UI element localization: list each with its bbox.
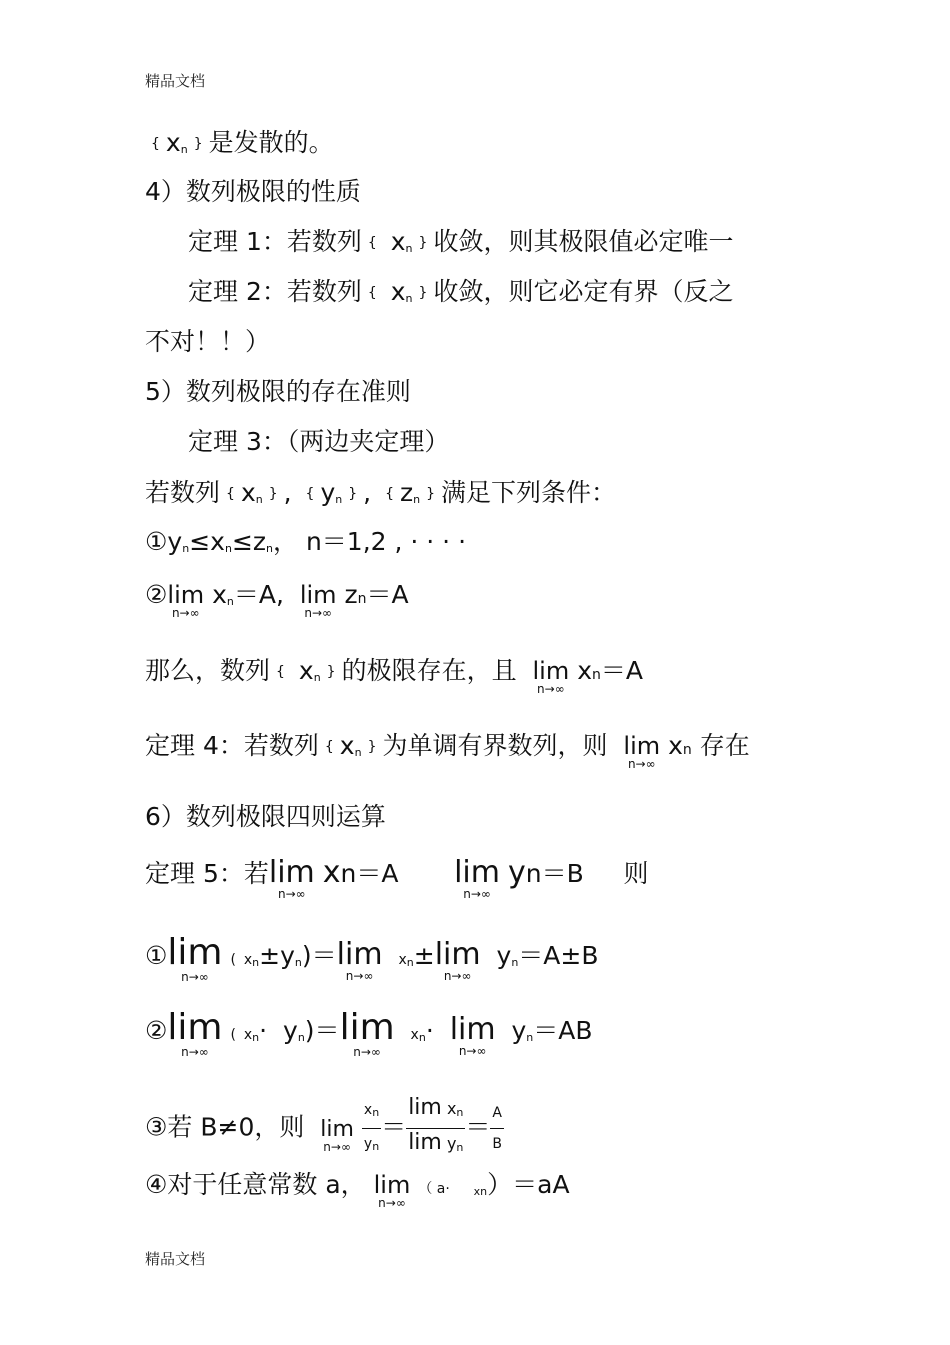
lim-subscript: n→∞ <box>181 970 209 984</box>
theorem-1 <box>188 227 733 264</box>
theorem-4-pre: 定理 4：若数列 <box>145 731 319 760</box>
lim-word: lim <box>434 937 481 972</box>
var-z: z <box>344 580 358 609</box>
var-y: y <box>507 855 526 890</box>
var-x: x <box>212 580 227 609</box>
rule-3 <box>145 1094 504 1163</box>
var-y: y <box>496 941 512 970</box>
lim-subscript: n→∞ <box>323 1139 351 1154</box>
var-x: x <box>210 527 225 556</box>
eq-sign: ＝ <box>381 1112 407 1142</box>
lim-word: lim <box>339 1007 395 1048</box>
sub-n: n <box>266 542 273 555</box>
lim-word: lim <box>532 657 570 685</box>
rule-4 <box>145 1170 570 1210</box>
theorem-1-post: 收敛，则其极限值必定唯一 <box>433 227 734 256</box>
circle-2: ② <box>145 580 168 609</box>
condition-1 <box>145 527 466 564</box>
lim-word: lim <box>167 1007 223 1048</box>
heading-6: 6）数列极限四则运算 <box>145 802 386 831</box>
pm-sign: ± <box>413 941 435 970</box>
sub-n: n <box>372 1140 380 1153</box>
var-x: x <box>165 128 181 157</box>
rule-4-pre: ④对于任意常数 a， <box>145 1170 366 1199</box>
var-x: x <box>473 1185 481 1198</box>
lim-operator <box>454 855 500 901</box>
lim-operator <box>449 1012 496 1058</box>
sub-n: n <box>413 493 421 506</box>
sub-n: n <box>252 1031 260 1044</box>
theorem-5-pre: 定理 5：若 <box>145 859 269 888</box>
le-sign: ≤ <box>231 527 253 556</box>
var-z: z <box>252 527 267 556</box>
lim-subscript: n→∞ <box>345 969 374 983</box>
rule-2 <box>145 1007 593 1059</box>
var-x: x <box>339 731 355 760</box>
var-y: y <box>280 941 295 970</box>
fraction-denominator: B <box>492 1136 503 1152</box>
var-x: x <box>390 277 406 306</box>
lim-operator <box>532 657 570 696</box>
var-x: x <box>390 227 406 256</box>
lim-operator <box>167 581 205 620</box>
then-pre: 那么，数列 <box>145 656 271 685</box>
var-x: x <box>363 1102 373 1118</box>
lim-subscript: n→∞ <box>171 606 200 620</box>
var-x: x <box>240 478 256 507</box>
fraction-xn-yn <box>362 1095 381 1162</box>
paren-close-eq: )＝ <box>301 941 337 970</box>
sub-n: n <box>294 956 302 969</box>
brace-close: } <box>193 136 203 152</box>
sub-n: n <box>252 956 260 969</box>
sub-n: n <box>313 671 321 684</box>
theorem-2-cont: 不对！！） <box>145 327 271 356</box>
lim-subscript: n→∞ <box>304 606 333 620</box>
eq-sign: ＝ <box>465 1112 491 1142</box>
lim-word: lim <box>167 932 223 973</box>
sub-n: n <box>480 1185 488 1198</box>
var-y: y <box>446 1134 457 1153</box>
brace-open: { <box>367 235 377 251</box>
var-x: x <box>446 1099 457 1118</box>
brace-open: { <box>305 486 315 502</box>
lim-operator <box>339 1007 395 1059</box>
lim-operator <box>167 932 223 984</box>
sub-n: n <box>335 493 343 506</box>
sub-n: n <box>297 1031 305 1044</box>
brace-open: { <box>226 486 235 502</box>
cond-post: 满足下列条件： <box>441 478 617 507</box>
lim-operator <box>408 1097 442 1119</box>
theorem-2-pre: 定理 2：若数列 <box>188 277 362 306</box>
rule-1-result: ＝A±B <box>518 941 599 970</box>
eq-B: ＝B <box>541 859 584 888</box>
lim-word: lim <box>449 1012 496 1047</box>
eq-A: ＝A <box>366 580 409 609</box>
lim-operator <box>299 581 337 620</box>
rule-1 <box>145 932 599 984</box>
brace-close: } <box>268 486 278 502</box>
lim-subscript: n→∞ <box>353 1045 381 1059</box>
sub-n: n <box>456 1106 464 1119</box>
theorem-1-pre: 定理 1：若数列 <box>188 227 362 256</box>
sub-n: n <box>406 956 414 969</box>
sub-n: n <box>418 1031 426 1044</box>
brace-open: { <box>385 486 394 502</box>
lim-word: lim <box>454 855 500 890</box>
sub-n: n <box>511 956 519 969</box>
sub-n: n <box>226 595 234 608</box>
theorem-3: 定理 3：（两边夹定理） <box>188 427 450 456</box>
page-footer: 精品文档 <box>145 1250 206 1268</box>
var-x: x <box>243 952 253 968</box>
sub-n: n <box>682 742 692 758</box>
sub-n: n <box>405 292 413 305</box>
var-y: y <box>363 1136 373 1152</box>
fraction-denominator <box>406 1129 465 1163</box>
then-mid: 的极限存在，且 <box>341 656 517 685</box>
lim-operator <box>623 732 661 771</box>
lim-word: lim <box>623 732 661 760</box>
var-x: x <box>398 952 407 968</box>
var-x: x <box>298 656 314 685</box>
rule-3-pre: ③若 B≠0，则 <box>145 1112 305 1142</box>
sub-n: n <box>255 493 263 506</box>
cond-pre: 若数列 <box>145 478 221 507</box>
lim-subscript: n→∞ <box>443 969 472 983</box>
dot-sign: · <box>425 1016 434 1045</box>
line-divergent <box>145 128 334 165</box>
brace-close: } <box>426 486 436 502</box>
lim-operator <box>434 937 481 983</box>
sub-n: n <box>340 859 357 888</box>
lim-subscript: n→∞ <box>627 757 656 771</box>
lim-subscript: n→∞ <box>458 1044 487 1058</box>
sub-n: n <box>357 591 367 607</box>
sub-n: n <box>354 746 362 759</box>
condition-2 <box>145 580 409 620</box>
fraction-numerator <box>406 1094 465 1129</box>
brace-open: { <box>276 664 285 680</box>
eq-A: ＝A, <box>233 580 284 609</box>
lim-subscript: n→∞ <box>181 1045 209 1059</box>
rule-2-result: ＝AB <box>533 1016 593 1045</box>
heading-5: 5）数列极限的存在准则 <box>145 377 411 406</box>
lim-word: lim <box>268 855 315 890</box>
theorem-5 <box>145 855 649 901</box>
var-x: x <box>243 1027 253 1043</box>
sub-n: n <box>372 1106 380 1119</box>
fraction-A-B <box>490 1098 504 1159</box>
circle-2: ② <box>145 1016 168 1045</box>
sub-n: n <box>525 859 542 888</box>
brace-close: } <box>418 285 428 301</box>
brace-close: } <box>326 664 336 680</box>
fraction-denominator <box>362 1129 381 1162</box>
lim-word: lim <box>336 937 383 972</box>
sub-n: n <box>405 242 413 255</box>
condition-line: 若数列 { xn } , { yn } , { zn } 满足下列条件： <box>145 478 617 507</box>
sub-n: n <box>526 1031 534 1044</box>
page-header: 精品文档 <box>145 72 206 90</box>
lim-operator <box>268 855 315 901</box>
circle-1: ① <box>145 941 168 970</box>
paren-open: ( <box>230 952 236 968</box>
lim-word: lim <box>167 581 205 609</box>
sub-n: n <box>180 143 188 156</box>
sub-n: n <box>182 542 190 555</box>
brace-close: } <box>348 486 358 502</box>
lim-word: lim <box>320 1116 354 1142</box>
pm-sign: ± <box>259 941 281 970</box>
circle-1: ① <box>145 527 168 556</box>
var-x: x <box>322 855 341 890</box>
lim-word: lim <box>373 1171 411 1199</box>
var-y: y <box>167 527 183 556</box>
lim-subscript: n→∞ <box>463 887 491 901</box>
lim-operator <box>373 1171 411 1210</box>
fraction-numerator <box>362 1095 381 1129</box>
rule-4-open: （ a· <box>418 1181 450 1197</box>
var-y: y <box>320 478 336 507</box>
eq-A: ＝A <box>600 656 643 685</box>
lim-subscript: n→∞ <box>378 1196 406 1210</box>
brace-open: { <box>367 285 377 301</box>
theorem-5-then: 则 <box>623 859 649 888</box>
fraction-lim-ratio <box>406 1094 465 1163</box>
lim-operator <box>167 1007 223 1059</box>
brace-open: { <box>324 739 334 755</box>
lim-operator <box>320 1116 354 1154</box>
heading-4: 4）数列极限的性质 <box>145 177 361 206</box>
sub-n: n <box>591 667 601 683</box>
var-x: x <box>668 731 683 760</box>
theorem-4 <box>145 731 750 771</box>
fraction-numerator: A <box>490 1098 504 1129</box>
lim-word: lim <box>408 1095 442 1120</box>
var-y: y <box>283 1016 298 1045</box>
sub-n: n <box>224 542 232 555</box>
sub-n: n <box>456 1141 464 1154</box>
then-line <box>145 656 643 696</box>
theorem-2-post: 收敛，则它必定有界（反之 <box>433 277 734 306</box>
brace-close: } <box>367 739 377 755</box>
var-x: x <box>577 656 592 685</box>
var-z: z <box>400 478 414 507</box>
line-text: 是发散的。 <box>208 128 334 157</box>
brace-open: { <box>151 136 160 152</box>
lim-operator <box>336 937 383 983</box>
theorem-2 <box>188 277 733 314</box>
paren-close-eq: )＝ <box>304 1016 340 1045</box>
dot-sign: · <box>259 1016 268 1045</box>
theorem-4-post: 存在 <box>699 731 750 760</box>
brace-close: } <box>418 235 428 251</box>
theorem-4-mid: 为单调有界数列，则 <box>382 731 608 760</box>
var-y: y <box>511 1016 527 1045</box>
lim-word: lim <box>299 581 337 609</box>
lim-word: lim <box>408 1130 442 1155</box>
paren-open: ( <box>230 1027 236 1043</box>
le-sign: ≤ <box>189 527 211 556</box>
var-x: x <box>410 1027 419 1043</box>
lim-subscript: n→∞ <box>277 887 306 901</box>
eq-A: ＝A <box>356 859 399 888</box>
rule-4-result: ）＝aA <box>487 1170 570 1199</box>
lim-subscript: n→∞ <box>537 682 565 696</box>
lim-operator <box>408 1132 442 1154</box>
condition-1-tail: ， n＝1,2 , · · · · <box>273 527 467 556</box>
